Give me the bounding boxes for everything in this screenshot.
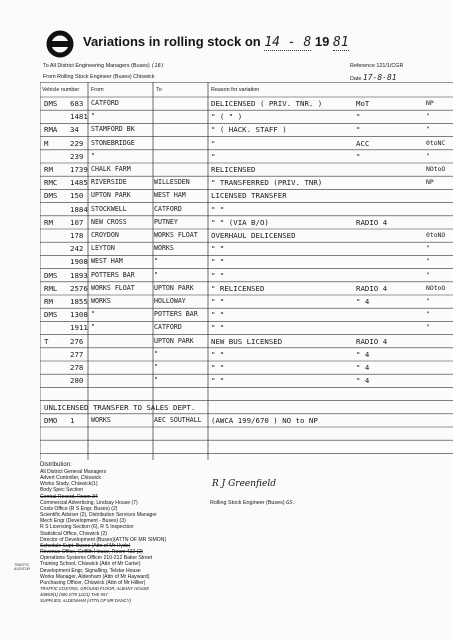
table-cell: ": [426, 112, 430, 121]
table-cell: " 4: [356, 297, 370, 306]
table-cell: 1911: [70, 323, 88, 333]
table-cell: NOtoO: [426, 165, 446, 173]
header-reason: Reason for variation: [211, 87, 260, 93]
year-prefix: 19: [314, 34, 330, 49]
distribution-item: Commercial Advertising, Lindsay House (7): [40, 499, 138, 506]
table-cell: " ": [211, 257, 225, 267]
table-cell: 1855: [70, 297, 88, 306]
table-cell: RMA: [44, 125, 58, 135]
table-cell: 229: [70, 138, 84, 148]
table-cell: NP: [426, 178, 434, 187]
table-cell: " " (VIA B/O): [211, 217, 269, 227]
table-cell: 239: [70, 151, 84, 161]
date-day: 14 - 8: [264, 35, 312, 50]
table-cell: LEYTON: [91, 244, 115, 253]
table-cell: DMS: [44, 270, 58, 280]
table-cell: 683: [70, 99, 84, 108]
date-value: 17-8-81: [362, 73, 397, 82]
table-cell: ": [426, 244, 430, 253]
table-cell: OVERHAUL DELICENSED: [211, 231, 296, 240]
table-cell: ": [426, 323, 430, 332]
table-cell: ": [91, 310, 95, 319]
table-cell: WORKS FLOAT: [91, 283, 135, 292]
table-cell: " RELICENSED: [211, 283, 265, 293]
table-cell: 1908: [70, 257, 88, 267]
table-cell: RADIO 4: [356, 336, 388, 346]
header-from: From: [91, 87, 104, 93]
table-cell: 34: [70, 125, 79, 135]
table-cell: LICENSED TRANSFER: [211, 191, 287, 201]
table-cell: ": [426, 151, 430, 160]
table-cell: M: [44, 138, 49, 148]
table-cell: 1481: [70, 112, 88, 122]
table-cell: WEST HAM: [154, 191, 186, 200]
distribution-item: All District General Managers: [40, 469, 107, 475]
table-cell: ": [91, 112, 95, 121]
table-cell: WORKS: [91, 297, 111, 305]
title-text: Variations in rolling stock on: [83, 34, 261, 49]
table-cell: CATFORD: [154, 323, 182, 332]
date-field: [350, 73, 397, 82]
addressee: [43, 63, 164, 69]
table-cell: ": [154, 376, 158, 385]
header-vehicle: Vehicle number: [42, 87, 80, 93]
distribution-item: Body Spec Section: [40, 487, 84, 494]
table-cell: " ( " ): [211, 112, 243, 122]
table-cell: RADIO 4: [356, 283, 388, 293]
table-cell: T: [44, 336, 49, 346]
distribution-item: TRAFFIC COSTING, GROUND FLOOR, ALBANY HOUSE: [40, 585, 150, 591]
table-cell: " ( HACK. STAFF ): [211, 125, 287, 135]
table-cell: " 4: [356, 376, 370, 386]
table-cell: STONEBRIDGE: [91, 138, 135, 147]
table-cell: 0toNC: [426, 138, 446, 147]
table-cell: 277: [70, 349, 84, 359]
table-cell: WORKS FLOAT: [154, 231, 198, 239]
table-cell: CATFORD: [154, 204, 182, 213]
table-cell: PUTNEY: [154, 217, 178, 226]
signature-caption: [210, 500, 296, 506]
table-cell: RELICENSED: [211, 165, 256, 174]
table-cell: " ": [211, 270, 225, 280]
addressee-text: To All District Engineering Managers (Buses): [43, 63, 150, 69]
table-cell: ACC: [356, 138, 370, 148]
signature: R J Greenfield: [212, 479, 277, 489]
table-cell: ": [426, 310, 430, 319]
distribution-item: Mech Engr (Development - Buses) (3): [40, 518, 126, 525]
distribution-item: Costs Office (R S Engr. Buses) (2): [40, 505, 118, 512]
table-cell: WEST HAM: [91, 257, 123, 266]
reference-label: Reference: [350, 63, 375, 69]
distribution-item: Advert Controller, Chiswick: [40, 475, 101, 482]
table-cell: CHALK FARM: [91, 165, 131, 173]
table-cell: 1884: [70, 204, 88, 214]
table-cell: " ": [211, 204, 225, 214]
table-cell: UPTON PARK: [154, 283, 194, 292]
table-cell: 2576: [70, 283, 88, 293]
table-cell: (AWCA 199/670 ) NO to NP: [211, 415, 318, 425]
table-cell: " ": [211, 310, 225, 320]
table-cell: HOLLOWAY: [154, 297, 186, 305]
table-cell: DMS: [44, 310, 58, 320]
form-title: [83, 34, 349, 50]
table-cell: 1308: [70, 310, 88, 320]
table-cell: RM: [44, 165, 53, 174]
distribution-item: Scientific Adviser (2), Distribution Services Manager: [40, 512, 157, 519]
table-cell: NOtoO: [426, 283, 446, 292]
table-cell: ": [356, 151, 361, 161]
table-cell: ": [211, 138, 216, 148]
table-cell: RADIO 4: [356, 217, 388, 227]
table-cell: 1485: [70, 178, 88, 188]
table-cell: ": [154, 363, 158, 371]
distribution-item: Director of Development (Buses)(ATTN OF MR SIMON): [40, 536, 167, 543]
table-cell: 278: [70, 363, 84, 372]
table-cell: " ": [211, 323, 225, 333]
table-cell: ": [91, 323, 95, 332]
distribution-item: Works Study, Chiswick(1): [40, 481, 98, 488]
table-cell: ": [154, 270, 158, 279]
roundel-logo-icon: [46, 30, 74, 58]
signature-caption-text: Rolling Stock Engineer (Buses): [210, 500, 285, 506]
table-cell: NEW BUS LICENSED: [211, 336, 283, 346]
table-cell: UPTON PARK: [91, 191, 131, 200]
table-cell: WORKS: [154, 244, 174, 253]
table-cell: ": [154, 349, 158, 358]
table-cell: ": [426, 297, 430, 305]
table-cell: 276: [70, 336, 84, 346]
table-cell: CROYDON: [91, 231, 119, 239]
table-cell: ": [154, 257, 158, 266]
table-cell: WILLESDEN: [154, 178, 190, 187]
table-cell: " ": [211, 349, 225, 359]
reference: [350, 63, 403, 69]
table-cell: RMC: [44, 178, 58, 188]
distribution-item: Operations Systems Officer 210-212 Baker Street: [40, 555, 153, 562]
distribution-item: Revenue Office, Griffith House, Room 432 (2): [40, 549, 143, 556]
table-cell: " 4: [356, 363, 370, 372]
table-cell: 107: [70, 217, 84, 227]
distribution-list: [40, 469, 166, 604]
signature-initials: GS.: [286, 500, 296, 506]
distribution-item: 408/69(1) (500 2/79 121/1) THE 55Y: [40, 592, 108, 598]
table-cell: 280: [70, 376, 84, 386]
margin-note: TRAFFIC AUDITOR: [14, 563, 31, 571]
table-cell: POTTERS BAR: [154, 310, 198, 319]
table-cell: " 4: [356, 349, 370, 359]
distribution-item: Purchasing Officer, Chiswick (Attn of Mr Hillier): [40, 579, 146, 586]
table-cell: RM: [44, 217, 53, 227]
table-cell: 242: [70, 244, 84, 254]
table-cell: NP: [426, 99, 434, 107]
table-cell: 1: [70, 415, 75, 425]
table-cell: RIVERSIDE: [91, 178, 127, 187]
date-label: Date: [350, 76, 362, 82]
table-cell: ": [426, 270, 430, 279]
table-cell: MoT: [356, 99, 370, 108]
table-cell: CATFORD: [91, 99, 119, 107]
table-cell: ": [91, 151, 95, 160]
table-cell: RM: [44, 297, 53, 306]
table-cell: NEW CROSS: [91, 217, 127, 226]
distribution-item: Central Record, Room 34: [40, 493, 98, 500]
table-cell: ": [211, 151, 216, 161]
distribution-item: R S Licensing Section (6), R S Inspection: [40, 524, 134, 531]
table-cell: ": [426, 257, 430, 266]
distribution-title: Distribution:: [40, 462, 72, 468]
table-cell: 150: [70, 191, 84, 201]
distribution-item: Works Manager, Aldenham (Attn of Mr Hayward): [40, 573, 150, 580]
table-cell: ": [356, 112, 361, 122]
table-cell: ": [426, 125, 430, 134]
table-cell: " TRANSFERRED (PRIV. TNR): [211, 178, 323, 188]
distribution-item: Schedule Supt. Buses (Attn of Mr Hyde): [40, 542, 131, 549]
table-cell: POTTERS BAR: [91, 270, 135, 279]
table-cell: DELICENSED ( PRIV. TNR. ): [211, 99, 323, 108]
reference-value: 121/1/CGR: [376, 63, 404, 69]
table-cell: DMS: [44, 191, 58, 201]
distribution-item: Development Engr, Signalling, Telstar House: [40, 567, 141, 574]
table-cell: " ": [211, 244, 225, 254]
addressee-count: (16): [151, 63, 165, 69]
table-cell: DMS: [44, 99, 58, 108]
table-cell: 0toNO: [426, 231, 446, 239]
table-cell: STAMFORD BK: [91, 125, 135, 134]
table-cell: UNLICENSED TRANSFER TO SALES DEPT.: [44, 402, 196, 412]
table-cell: ": [356, 125, 361, 135]
table-cell: AEC SOUTHALL: [154, 415, 202, 424]
year-suffix: 81: [333, 35, 349, 50]
table-cell: 178: [70, 231, 84, 240]
table-cell: " ": [211, 376, 225, 386]
sender: From Rolling Stock Engineer (Buses) Chiswick: [43, 74, 155, 80]
table-cell: " ": [211, 363, 225, 372]
distribution-item: SUPPLIES, ALDENHAM (ATTN OF MR DANCY): [40, 598, 131, 604]
distribution-item: Training School, Chiswick (Attn of Mr Carter): [40, 561, 141, 568]
table-cell: 1739: [70, 165, 88, 174]
table-cell: RML: [44, 283, 58, 293]
table-cell: DMO: [44, 415, 58, 425]
table-cell: WORKS: [91, 415, 111, 424]
header-to: To: [156, 87, 162, 93]
distribution-item: Statistical Office, Chiswick (2): [40, 530, 107, 537]
table-cell: STOCKWELL: [91, 204, 127, 213]
table-cell: " ": [211, 297, 225, 306]
table-cell: 1893: [70, 270, 88, 280]
table-cell: UPTON PARK: [154, 336, 194, 345]
